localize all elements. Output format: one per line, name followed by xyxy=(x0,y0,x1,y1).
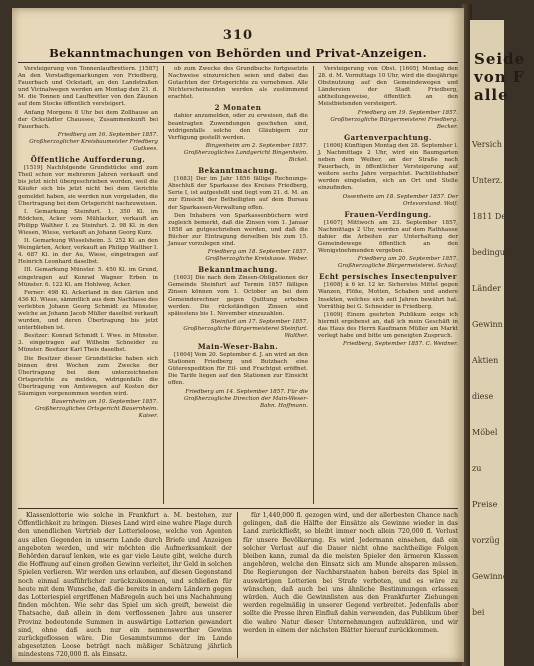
notice-paragraph: [1604] Vom 20. September d. J. an wird an den Stationen Friedberg und Butzbach eine Güterexpedition für Eil- und Frachtgut eröffnet. Die Tarife liegen auf den Stationen zur Einsicht offen. xyxy=(168,352,308,387)
notice-signature: Friedberg am 16. September 1857. Großherzoglicher Kreisbaumeister Friedberg Gutkees. xyxy=(29,131,158,153)
bottom-paragraph-right: für 1,440,000 fl. gezogen wird, und der allerbesten Chance nach gelingen, daß die Hälfte der Einsätze als Gewinne wieder in das Land zurückfließt, so bleibt immer noch allein 720,000 fl. Verlust für unsere Bevölkerung. Es wird Jedermann einsehen, daß ein solcher Verlust auf die Dauer nicht ohne nachtheilige Folgen bleiben kann, zumal da die meisten Spieler den ärmeren Klassen angehören, welche den Einsatz sich am Munde absparen müssen. Die Regierungen der Nachbarstaaten haben bereits das Spiel in auswärtigen Lotterien bei Strafe verboten, und es wäre zu wünschen, daß auch bei uns ähnliche Bestimmungen erlassen würden. Auch die Gewinnlisten aus den Frankfurter Ziehungen werden regelmäßig in unserer Gegend verbreitet. Jedenfalls aber sollte die Presse ihren Einfluß dahin verwenden, das Publikum über die wahre Natur dieser Unternehmungen aufzuklären, und wir werden in einem der nächsten Blätter hierauf zurückkommen. xyxy=(243,512,458,634)
adjacent-page-text-fragment: Länder xyxy=(472,284,501,293)
adjacent-page-text-fragment: 1811 De xyxy=(472,212,507,221)
notice-paragraph: dahier anzumelden, oder zu erweisen, daß die beantragten Zuwendungen geschehen sind, widrigenfalls solche den Gläubigern zur Verfügung gestellt werden. xyxy=(168,113,308,141)
notice-paragraph: [1603] Die nach dem Zinsen-Obligationen der Gemeinde Steinfurt auf Termin 1857 fälligen Zinsen können vom 1. October an bei dem Gemeinderechner gegen Quittung erhoben werden. Die rückständigen Zinsen sind spätestens bis 1. November einzuzahlen. xyxy=(168,275,308,317)
notice-paragraph: I. Gemarkung Steinfurt. 1. 350 Kl. im Rödchen, Acker vom Mühlacker, verkauft an Philipp Walther I. zu Steinfurt. 2. 98 Kl. in den Wiesen, Wiese, verkauft an Johann Georg Kurz. xyxy=(18,208,158,236)
notice-heading: Main-Weser-Bahn. xyxy=(197,342,279,352)
notice-heading: Bekanntmachung. xyxy=(198,265,278,275)
bottom-text-right xyxy=(243,512,458,658)
notice-paragraph: [1607] Mittwoch am 23. September 1857, Nachmittags 2 Uhr, werden auf dem Rathhause dahier die Arbeiten zur Unterhaltung der Gemeindewege öffentlich an den Wenigstnehmenden vergeben. xyxy=(318,219,458,255)
bottom-text-left xyxy=(18,512,232,658)
newspaper-page xyxy=(12,8,464,662)
notice-signature: Friedberg am 14. September 1857. Für die Großherzogliche Direction der Main-Weser-Bahn. Hoffmann. xyxy=(183,388,308,409)
column-divider-2 xyxy=(313,66,314,504)
adjacent-page-text-fragment: Gewinn xyxy=(472,320,503,329)
notice-paragraph: ob zum Zwecke des Grundbuchs fortgesetzte Nachweise einzureichen seien und dabei das Gutachten der Ortsgerichte zu vernehmen. Alle Nichterscheinenden werden als zustimmend erachtet. xyxy=(168,66,308,101)
notice-heading: 2 Monaten xyxy=(214,103,262,113)
adjacent-page-text-fragment: Aktien xyxy=(472,356,499,365)
adjacent-page-text-fragment: Preise xyxy=(472,500,498,509)
adjacent-page-heading: Seide von F alle xyxy=(474,50,526,104)
notice-paragraph: [1606] Künftigen Montag den 28. September l. J. Nachmittags 2 Uhr, wird ein Baumgarten neben dem Weiher, an der Straße nach Fauerbach, in öffentlicher Versteigerung auf weitere sechs Jahre verpachtet. Pachtliebhaber werden eingeladen, sich an Ort und Stelle einzufinden. xyxy=(318,142,458,192)
column-middle xyxy=(168,66,308,504)
notice-heading: Echt persisches Insectenpulver xyxy=(319,272,457,282)
notice-paragraph: Versteigerung von Tonnenlaufbrettern. [1587] An den Vorstadtgemarkungen von Friedberg, Fauerbach und Ockstadt, an den Landstraßen und Vicinalwegen werden am Montag den 21. d. M. die Tonnen und Laufbretter von den Zäunen auf dem Stocke öffentlich versteigert. xyxy=(18,66,158,108)
adjacent-page-edge xyxy=(470,20,526,666)
notice-heading: Gartenverpachtung. xyxy=(344,132,432,142)
adjacent-page-text-fragment: vorzüg xyxy=(472,536,500,545)
adjacent-page-text-fragment: bedingun xyxy=(472,248,511,257)
notice-paragraph: Besitzer: Konrad Schmidt I. Wwe. in Münster. 3. eingetragen auf Wilhelm Schneider zu Münster. Besitzer Karl Theis daselbst. xyxy=(18,333,158,354)
notice-signature: Friedberg, September 1857. C. Weidner. xyxy=(342,341,458,348)
notice-signature: Ossenheim am 18. September 1857. Der Ortsvorstand. Wolf. xyxy=(342,193,458,207)
notice-signature: Bauernheim am 10. September 1857. Großherzogliches Ortsgericht Bauernheim. Kaiser. xyxy=(35,399,158,420)
adjacent-page-text-fragment: Unterz. xyxy=(472,176,503,185)
notice-paragraph: Anfang Morgens 8 Uhr bei dem Zollhause an der Ockstädter Chaussee, Zusammenkunft bei Fauerbach. xyxy=(18,109,158,130)
column-divider-1 xyxy=(163,66,164,504)
adjacent-page-text-fragment: zu xyxy=(472,464,482,473)
page-title: Bekanntmachungen von Behörden und Privat-Anzeigen. xyxy=(49,46,427,60)
notice-paragraph: Die Besitzer dieser Grundstücke haben sich binnen drei Wochen zum Zwecke der Übertragung bei dem unterzeichneten Ortsgerichte zu melden, widrigenfalls die Übertragung von Amtswegen auf Kosten der Säumigen vorgenommen werden wird. xyxy=(18,355,158,398)
notice-paragraph: [1608] à 6 kr. 12 kr. Sicherstes Mittel gegen Wanzen, Flöhe, Motten, Schaben und andere Insekten, welches sich seit Jahren bewährt hat. Vorräthig bei G. Schneider in Friedberg. xyxy=(318,282,458,310)
bottom-paragraph-left: Klassenlotterie wie solche in Frankfurt a. M. bestehen, zur Öffentlichkeit zu bringen. Dieses Land wird eine wahre Plage durch den unendlichen Vertrieb der Lotterieloose, welche von Agenten aus allen Gegenden in unserm Lande durch Briefe und Anzeigen angeboten werden, und wir möchten die Aufmerksamkeit der Behörden darauf lenken, wie es gar viele Leute gibt, welche durch die Hoffnung auf einen großen Gewinn verleitet, ihr Geld in solchen Spielen verlieren. Wir werden uns erlauben, auf diesen Gegenstand noch einmal ausführlicher zurückzukommen, und schließen für heute mit dem Wunsche, daß die bereits in andern Ländern gegen das Lotteriespiel ergriffenen Maßregeln auch bei uns Nachahmung finden möchten. Wie sehr das Spiel um sich greift, beweist die Thatsache, daß allein in dem verflossenen Jahre aus unserer Provinz bedeutende Summen in auswärtige Lotterien gewandert sind, ohne daß auch nur ein nennenswerther Gewinn zurückgeflossen wäre. Die Gesammtsumme der im Lande abgesetzten Loose beträgt nach mäßiger Schätzung jährlich mindestens 720,000 fl. als Einsatz. xyxy=(18,512,232,659)
notice-paragraph: III. Gemarkung Münster. 5. 450 Kl. im Grund, eingetragen auf Konrad Wagner Erben in Münster. 6. 122 Kl. am Hohlweg, Acker. xyxy=(18,267,158,288)
bottom-divider xyxy=(237,512,238,658)
notice-paragraph: Versteigerung von Obst. [1605] Montag den 28. d. M. Vormittags 10 Uhr, wird die diesjährige Obstnutzung auf den Gemeindewegen und Ländereien der Stadt Friedberg, abtheilungsweise, öffentlich an den Meistbietenden versteigert. xyxy=(318,66,458,108)
notice-signature: Steinfurt am 17. September 1857. Großherzogliche Bürgermeisterei Steinfurt. Walther. xyxy=(183,318,308,339)
notice-signature: Friedberg am 18. September 1857. Großherzogliche Kreiskasse. Weber. xyxy=(205,249,308,263)
notice-heading: Bekanntmachung. xyxy=(198,166,278,176)
adjacent-page-text-fragment: Möbel xyxy=(472,428,498,437)
adjacent-page-text-fragment: bei xyxy=(472,608,485,617)
notice-paragraph: II. Gemarkung Wisselsheim. 3. 252 Kl. an den Weingärten, Acker, verkauft an Philipp Walther I. 4. 687 Kl. in der Au, Wiese, eingetragen auf Heinrich Leonhard daselbst. xyxy=(18,238,158,266)
notice-heading: Öffentliche Aufforderung. xyxy=(30,155,146,165)
section-rule xyxy=(18,508,458,509)
notice-signature: Friedberg am 20. September 1857. Großherzogliche Bürgermeisterei. Schaaf. xyxy=(337,256,458,270)
title-rule xyxy=(18,62,458,63)
adjacent-page-text-fragment: Versich xyxy=(472,140,502,149)
page-number: 310 xyxy=(222,28,254,43)
notice-paragraph: Ferner: 498 Kl. Ackerland in den Gärten und 436 Kl. Wiese, sämmtlich aus dem Nachlasse des verlebten Johann Georg Schmidt zu Münster, welche an Johann Jacob Müller daselbst verkauft wurden, und deren Übertragung bis jetzt unterblieben ist. xyxy=(18,289,158,332)
notice-signature: Bingenheim am 2. September 1857. Großherzogliches Landgericht Bingenheim. Bickel. xyxy=(183,142,308,164)
notice-paragraph: [1683] Der im Jahr 1856 fällige Rechnungs-Abschluß der Sparkasse des Kreises Friedberg, Serie I, ist aufgestellt und liegt vom 21. d. M. an zur Einsicht der Betheiligten auf dem Bureau der Sparkassen-Verwaltung offen. xyxy=(168,176,308,211)
column-left xyxy=(18,66,158,504)
notice-paragraph: [1519] Nachfolgende Grundstücke sind zum Theil schon vor mehreren Jahren verkauft und bis jetzt nicht übergeschrieben worden, weil die Käufer sich bis jetzt nicht bei dem Gerichte gemeldet haben, sie werden nun vorgeladen, die Übertragung bei dem Ortsgericht nachzuweisen. xyxy=(18,165,158,207)
adjacent-page-text-fragment: diese xyxy=(472,392,494,401)
notice-heading: Frauen-Verdingung. xyxy=(344,209,432,219)
notice-paragraph: [1609] Einem geehrten Publikum zeige ich hiermit ergebenst an, daß ich mein Geschäft in das Haus des Herrn Kaufmann Müller am Markt verlegt habe und bitte um geneigten Zuspruch. xyxy=(318,311,458,339)
notice-paragraph: Den Inhabern von Sparkassenbüchern wird zugleich bemerkt, daß die Zinsen vom 1. Januar 1858 an gutgeschrieben werden, und daß die Bücher zur Eintragung derselben bis zum 15. Januar vorzulegen sind. xyxy=(168,212,308,247)
notice-signature: Friedberg am 19. September 1857. Großherzogliche Bürgermeisterei Friedberg. Becker. xyxy=(330,109,458,130)
column-right xyxy=(318,66,458,504)
adjacent-page-text-fragment: Gewinne xyxy=(472,572,508,581)
